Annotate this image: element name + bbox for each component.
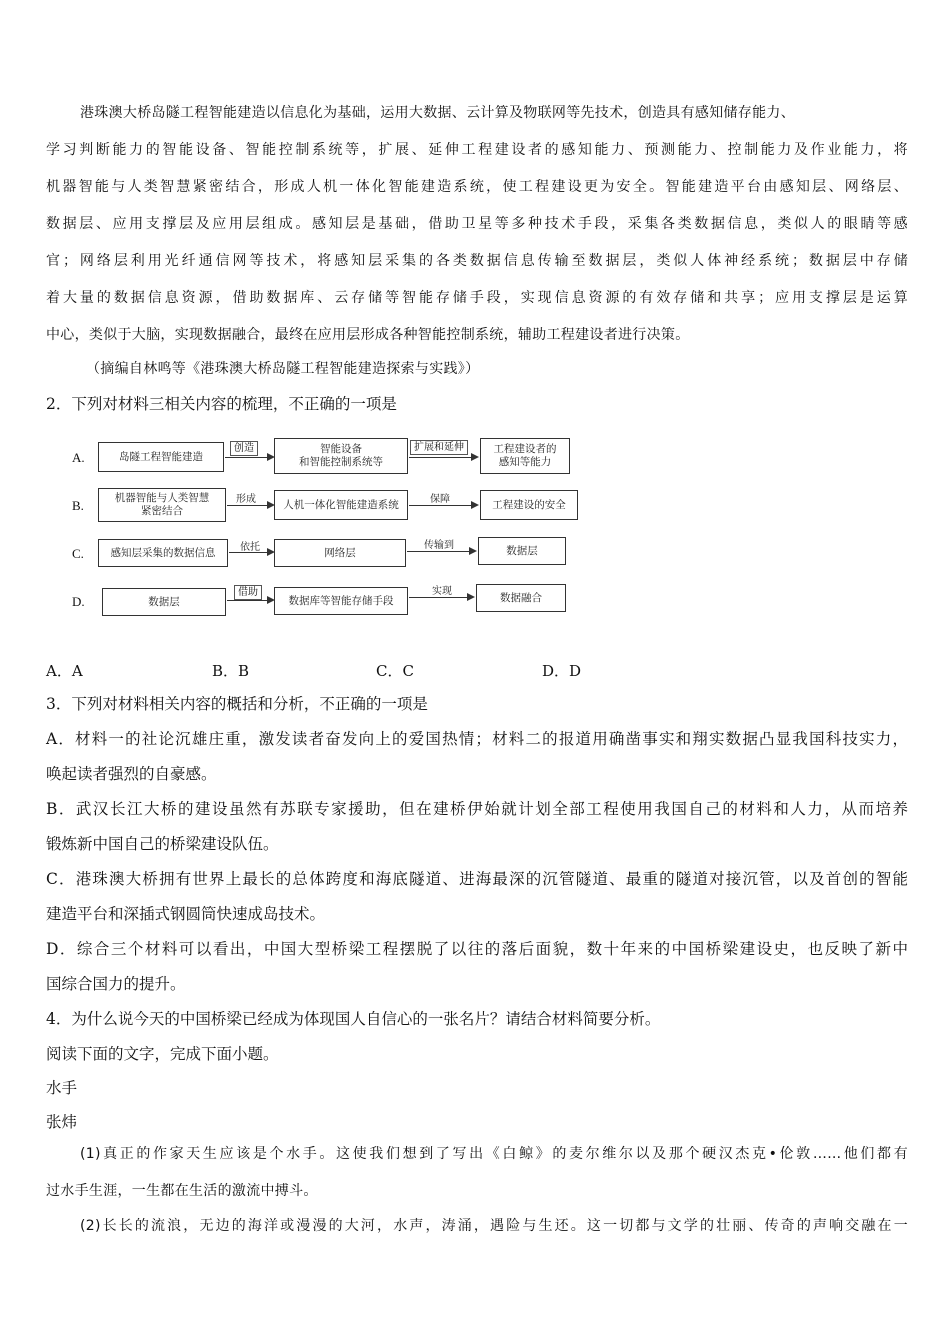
row-c-box-2: 网络层 — [274, 539, 406, 567]
q3-option-a-line-1: A．材料一的社论沉雄庄重，激发读者奋发向上的爱国热情；材料二的报道用确凿事实和翔实数据凸显我国科技实力， — [46, 730, 908, 748]
row-c-arrow-2-label: 传输到 — [424, 540, 454, 551]
passage-line-7: 中心，类似于大脑，实现数据融合，最终在应用层形成各种智能控制系统，辅助工程建设者进行决策。 — [46, 327, 690, 343]
row-a-box-2: 智能设备 和智能控制系统等 — [274, 438, 408, 474]
q2-flow-diagram — [64, 432, 584, 628]
reading-title: 水手 — [46, 1079, 78, 1097]
row-d-arrow-1 — [227, 600, 273, 601]
passage-line-5: 官；网络层利用光纤通信网等技术，将感知层采集的各类数据信息传输至数据层，类似人体神经系统；数据层中存储 — [46, 253, 908, 269]
row-c-box-1: 感知层采集的数据信息 — [98, 539, 228, 567]
row-c-box-3: 数据层 — [478, 537, 566, 565]
q3-option-b-line-2: 锻炼新中国自己的桥梁建设队伍。 — [46, 835, 279, 853]
row-a-arrow-2 — [409, 457, 477, 458]
reading-author: 张炜 — [46, 1113, 78, 1131]
reading-p1-line-2: 过水手生涯，一生都在生活的激流中搏斗。 — [46, 1183, 318, 1199]
row-d-box-1: 数据层 — [102, 588, 226, 616]
q3-option-d-line-1: D．综合三个材料可以看出，中国大型桥梁工程摆脱了以往的落后面貌，数十年来的中国桥梁建设史，也反映了新中 — [46, 940, 908, 958]
row-b-arrow-1 — [227, 505, 273, 506]
q2-stem: 2．下列对材料三相关内容的梳理，不正确的一项是 — [46, 395, 397, 413]
row-a-label: A. — [72, 450, 85, 465]
row-b-arrow-2-label: 保障 — [430, 494, 450, 505]
row-d-arrow-2-label: 实现 — [432, 586, 452, 597]
q3-option-c-line-2: 建造平台和深插式钢圆筒快速成岛技术。 — [46, 905, 326, 923]
row-a-arrow-1-label: 创造 — [230, 441, 258, 456]
reading-p1-line-1: (1)真正的作家天生应该是个水手。这使我们想到了写出《白鲸》的麦尔维尔以及那个硬汉杰克•伦敦……他们都有 — [80, 1146, 908, 1162]
passage-line-6: 着大量的数据信息资源，借助数据库、云存储等智能存储手段，实现信息资源的有效存储和共享；应用支撑层是运算 — [46, 290, 908, 306]
reading-p2-line-1: (2)长长的流浪，无边的海洋或漫漫的大河，水声，涛涌，遇险与生还。这一切都与文学的壮丽、传奇的声响交融在一 — [80, 1218, 908, 1234]
row-b-box-1: 机器智能与人类智慧 紧密结合 — [98, 488, 226, 522]
row-d-box-3: 数据融合 — [476, 584, 566, 612]
passage-source: （摘编自林鸣等《港珠澳大桥岛隧工程智能建造探索与实践》） — [86, 361, 480, 377]
row-c-arrow-1 — [229, 552, 273, 553]
q3-option-c-line-1: C．港珠澳大桥拥有世界上最长的总体跨度和海底隧道、进海最深的沉管隧道、最重的隧道对接沉管，以及首创的智能 — [46, 870, 908, 888]
q3-option-a-line-2: 唤起读者强烈的自豪感。 — [46, 765, 217, 783]
q3-stem: 3．下列对材料相关内容的概括和分析，不正确的一项是 — [46, 695, 428, 713]
row-c-label: C. — [72, 546, 84, 561]
row-a-box-1: 岛隧工程智能建造 — [98, 442, 224, 472]
row-d-label: D. — [72, 594, 85, 609]
passage-line-3: 机器智能与人类智慧紧密结合，形成人机一体化智能建造系统，使工程建设更为安全。智能建造平台由感知层、网络层、 — [46, 179, 908, 195]
passage-line-4: 数据层、应用支撑层及应用层组成。感知层是基础，借助卫星等多种技术手段，采集各类数据信息，类似人的眼睛等感 — [46, 216, 908, 232]
row-c-arrow-2 — [407, 551, 475, 552]
q3-option-d-line-2: 国综合国力的提升。 — [46, 975, 186, 993]
passage-line-1: 港珠澳大桥岛隧工程智能建造以信息化为基础，运用大数据、云计算及物联网等先技术，创造具有感知储存能力、 — [80, 105, 795, 121]
q2-option-c[interactable]: C．C — [376, 662, 414, 680]
row-a-arrow-2-label: 扩展和延伸 — [410, 440, 468, 455]
row-b-arrow-1-label: 形成 — [236, 494, 256, 505]
row-d-arrow-1-label: 借助 — [234, 585, 262, 600]
row-d-box-2: 数据库等智能存储手段 — [274, 587, 408, 615]
row-c-arrow-1-label: 依托 — [240, 542, 260, 553]
row-b-box-2: 人机一体化智能建造系统 — [274, 490, 408, 520]
row-b-arrow-2 — [409, 505, 477, 506]
row-b-label: B. — [72, 498, 84, 513]
q2-option-d[interactable]: D．D — [542, 662, 582, 680]
row-a-box-3: 工程建设者的 感知等能力 — [480, 438, 570, 474]
q4-stem: 4．为什么说今天的中国桥梁已经成为体现国人自信心的一张名片？请结合材料简要分析。 — [46, 1010, 661, 1028]
q2-option-b[interactable]: B．B — [212, 662, 250, 680]
reading-intro: 阅读下面的文字，完成下面小题。 — [46, 1045, 279, 1063]
passage-line-2: 学习判断能力的智能设备、智能控制系统等，扩展、延伸工程建设者的感知能力、预测能力、控制能力及作业能力，将 — [46, 142, 908, 158]
row-d-arrow-2 — [409, 597, 473, 598]
q3-option-b-line-1: B．武汉长江大桥的建设虽然有苏联专家援助，但在建桥伊始就计划全部工程使用我国自己的材料和人力，从而培养 — [46, 800, 908, 818]
q2-option-a[interactable]: A．A — [46, 662, 83, 680]
row-b-box-3: 工程建设的安全 — [480, 490, 578, 520]
row-a-arrow-1 — [225, 457, 273, 458]
